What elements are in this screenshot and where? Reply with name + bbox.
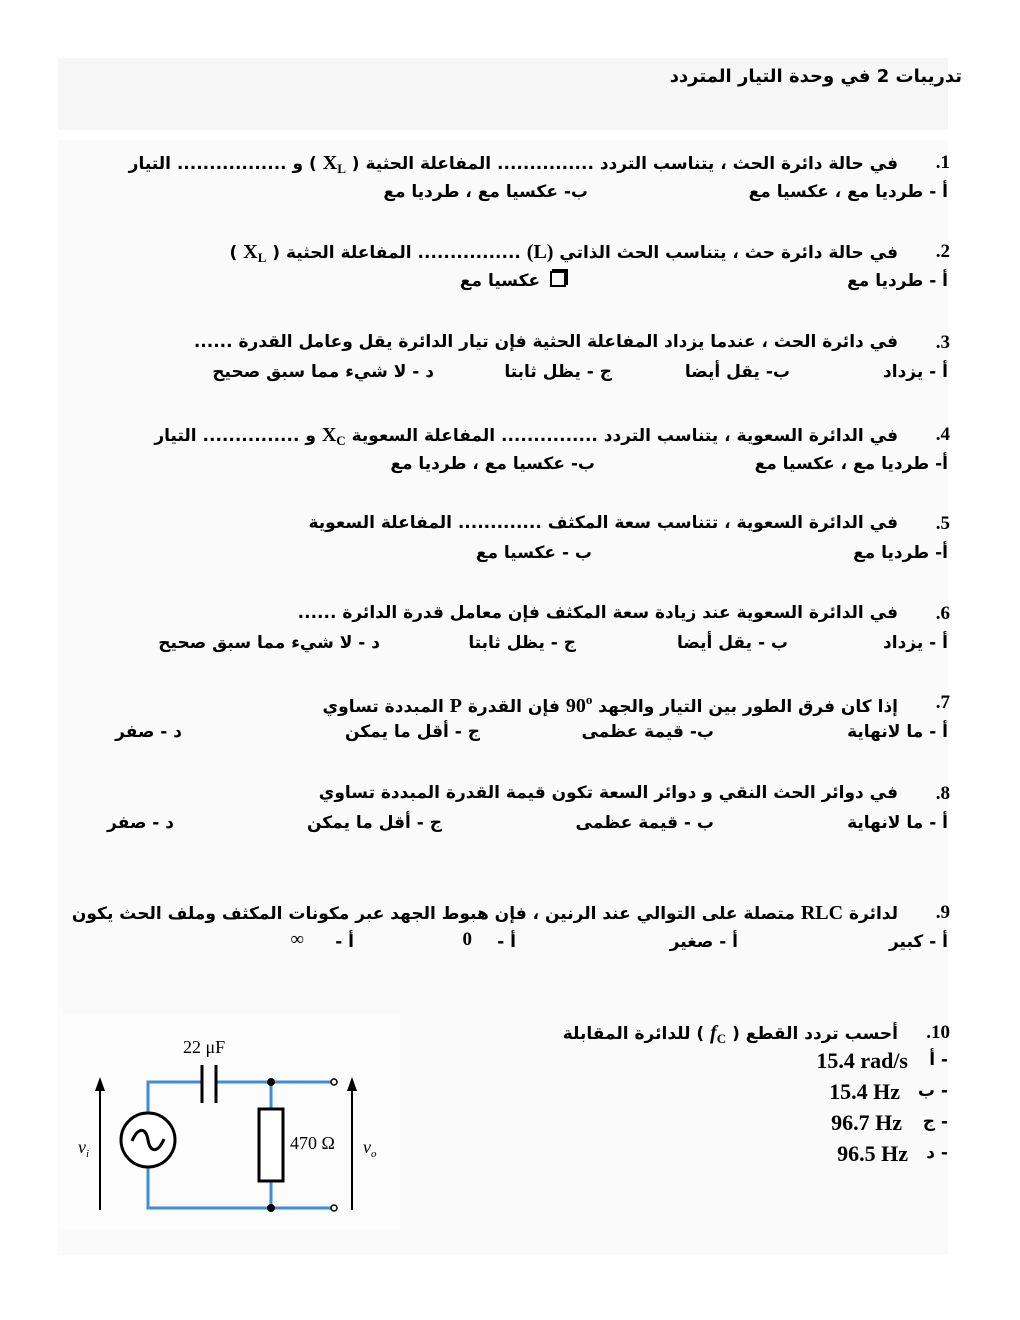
question-text-part: ) للدائرة المقابلة [562, 1024, 705, 1044]
symbol-main: f [710, 1022, 717, 1044]
wire-left-top [148, 1082, 202, 1115]
wire-bottom [148, 1165, 332, 1208]
question-number: .8 [935, 783, 950, 804]
question-text: في دائرة الحث ، عندما يزداد المفاعلة الحثية فإن تيار الدائرة يقل وعامل القدرة ...... [193, 332, 898, 352]
option[interactable]: د - لا شيء مما سبق صحيح [212, 362, 434, 382]
option[interactable]: د - لا شيء مما سبق صحيح [158, 633, 380, 653]
question-text: في دوائر الحث النقي و دوائر السعة تكون قيمة القدرة المبددة تساوي [318, 783, 898, 803]
option[interactable]: أ - [497, 932, 516, 952]
option[interactable]: ب - قيمة عظمى [575, 813, 714, 833]
angle-value [565, 692, 593, 717]
question-text-part: متصلة على التوالي عند الرنين ، فإن هبوط الجهد عبر مكونات المكثف وملف الحث يكون [71, 904, 795, 924]
question-text: في الدائرة السعوية عند زيادة سعة المكثف فإن معامل قدرة الدائرة ...... [297, 603, 898, 623]
option[interactable]: ب - عكسيا مع [475, 543, 592, 563]
junction-dot [267, 1204, 275, 1212]
rc-circuit-svg [60, 1015, 400, 1230]
question-text-part: في حالة دائرة الحث ، يتناسب التردد ............... المفاعلة الحثية ( [351, 154, 898, 174]
question-text-part: لدائرة [848, 904, 898, 924]
terminal [331, 1205, 337, 1211]
option[interactable]: د - صفر [107, 813, 174, 833]
option[interactable]: أ - صغير [669, 932, 738, 952]
circuit-diagram [60, 1015, 400, 1230]
output-voltage-symbol: v [363, 1137, 371, 1157]
question-text-part: في حالة دائرة حث ، يتناسب الحث الذاتي [559, 243, 898, 263]
arrow-head-icon [95, 1077, 105, 1091]
question-number: .4 [935, 424, 950, 445]
option[interactable]: أ - [335, 932, 354, 952]
question-text [154, 424, 898, 449]
arrow-head-icon [347, 1077, 357, 1091]
angle-number: 90 [565, 695, 586, 717]
question-text-part: فإن القدرة [467, 697, 560, 717]
option-value[interactable]: ∞ [290, 929, 304, 950]
option[interactable]: ب- يقل أيضا [684, 362, 790, 382]
symbol-sub: L [337, 161, 346, 176]
option[interactable]: أ- طرديا مع [853, 543, 948, 563]
symbol-main: X [321, 424, 337, 446]
option-value[interactable]: 96.5 Hz [837, 1141, 908, 1166]
question-text [563, 1022, 898, 1047]
question-number: .7 [935, 692, 950, 713]
symbol [243, 241, 266, 263]
option[interactable] [926, 1143, 948, 1163]
junction-dot [267, 1078, 275, 1086]
question-text [230, 241, 898, 266]
option[interactable]: أ - يزداد [883, 362, 948, 382]
symbol: P [449, 695, 462, 717]
resistor-label: 470 Ω [290, 1133, 335, 1153]
terminal [331, 1079, 337, 1085]
input-voltage-symbol: v [78, 1137, 86, 1157]
option[interactable] [460, 271, 570, 291]
question-text [323, 692, 898, 718]
question-text [129, 152, 898, 177]
question-text-part: أحسب تردد القطع ( [732, 1024, 898, 1044]
option[interactable]: أ- طرديا مع ، عكسيا مع [754, 454, 948, 474]
resistor [259, 1109, 283, 1181]
symbol [710, 1022, 726, 1044]
question-number: .6 [935, 603, 950, 624]
symbol-main: X [322, 152, 338, 174]
symbol-sub: C [716, 1031, 727, 1046]
option[interactable]: أ - كبير [888, 932, 948, 952]
question-text [72, 902, 898, 925]
output-voltage-label [363, 1137, 377, 1160]
option-value[interactable]: 96.7 Hz [831, 1110, 902, 1135]
option[interactable]: أ - يزداد [883, 633, 948, 653]
option-value[interactable]: 15.4 Hz [829, 1079, 900, 1104]
option[interactable]: د - صفر [115, 722, 182, 742]
option[interactable]: ب- عكسيا مع ، طرديا مع [390, 454, 595, 474]
degree-sign: o [585, 692, 593, 707]
symbol: RLC [800, 902, 844, 924]
question-number: .1 [935, 152, 950, 173]
question-text-part: إذا كان فرق الطور بين التيار والجهد [598, 697, 898, 717]
question-text-part: ................ المفاعلة الحثية ( [272, 243, 521, 263]
question-text-part: في الدائرة السعوية ، يتناسب التردد ............... المفاعلة السعوية [351, 426, 898, 446]
question-number: .10 [926, 1022, 950, 1043]
option[interactable]: ج - يظل ثابتا [504, 362, 612, 382]
question-text-part: المبددة تساوي [322, 697, 444, 717]
option-label: ج - [922, 1112, 948, 1132]
option[interactable]: أ - طرديا مع [847, 271, 948, 291]
option-label: ب - [917, 1081, 948, 1101]
symbol: (L) [526, 241, 554, 263]
option-label: د - [926, 1143, 948, 1163]
option[interactable] [923, 1112, 948, 1132]
question-number: .2 [935, 241, 950, 262]
symbol [323, 152, 346, 174]
option[interactable]: ب- قيمة عظمى [581, 722, 714, 742]
question-number: .9 [935, 902, 950, 923]
option-label: أ - [929, 1050, 948, 1070]
symbol-sub: L [257, 250, 267, 265]
question-text: في الدائرة السعوية ، تتناسب سعة المكثف ............. المفاعلة السعوية [308, 513, 898, 533]
option[interactable]: أ - ما لانهاية [847, 813, 948, 833]
option-value[interactable]: 0 [462, 929, 472, 950]
option[interactable]: أ - طرديا مع ، عكسيا مع [748, 182, 948, 202]
output-voltage-sub: o [371, 1148, 377, 1160]
option[interactable]: أ - ما لانهاية [847, 722, 948, 742]
option[interactable]: ج - أقل ما يمكن [345, 722, 480, 742]
option[interactable]: ب - يقل أيضا [676, 633, 788, 653]
question-text-part: ) [229, 243, 238, 263]
option[interactable]: ب- عكسيا مع ، طرديا مع [383, 182, 588, 202]
option-value[interactable]: 15.4 rad/s [816, 1048, 908, 1073]
option-label: عكسيا مع [459, 271, 541, 291]
question-number: .5 [935, 513, 950, 534]
option[interactable]: ج - أقل ما يمكن [307, 813, 442, 833]
capacitor-label: 22 μF [183, 1037, 226, 1057]
input-voltage-sub: i [86, 1148, 90, 1160]
question-text-part: و ............... التيار [154, 426, 316, 446]
option[interactable]: ج - يظل ثابتا [468, 633, 576, 653]
question-text-part: ) و ................. التيار [128, 154, 317, 174]
page-title: تدريبات 2 في وحدة التيار المتردد [669, 66, 962, 87]
option[interactable] [929, 1050, 948, 1070]
question-number: .3 [935, 332, 950, 353]
symbol-main: X [243, 241, 258, 263]
checkbox-icon[interactable] [550, 271, 566, 287]
input-voltage-label [78, 1137, 89, 1160]
symbol [322, 424, 346, 446]
option[interactable] [918, 1081, 948, 1101]
symbol-sub: C [336, 433, 346, 448]
